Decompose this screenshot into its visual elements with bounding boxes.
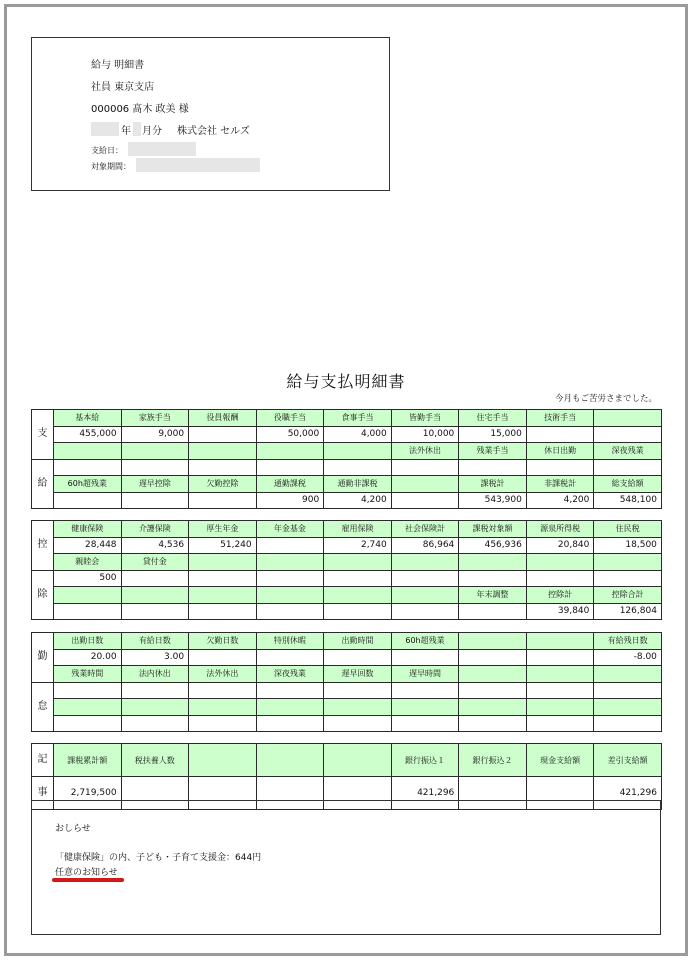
deduction-header-cell: 控除合計 [594,587,662,604]
payment-value-cell: 543,900 [459,492,527,509]
attendance-value-cell: -8.00 [594,649,662,666]
attendance-header-cell: 深夜残業 [256,666,324,683]
deduction-header-cell [54,587,122,604]
record-value-cell: 421,296 [391,777,459,810]
record-header-cell [256,744,324,777]
payment-header-cell: 皆勤手当 [391,410,459,427]
attendance-value-cell [324,682,392,699]
payment-value-cell: 15,000 [459,426,527,443]
deduction-value-cell: 39,840 [526,603,594,620]
payment-value-cell [526,426,594,443]
attendance-header-cell [189,699,257,716]
payment-header-cell [594,410,662,427]
deduction-value-cell [121,603,189,620]
record-header-cell: 銀行振込１ [391,744,459,777]
deduction-value-cell: 20,840 [526,537,594,554]
company-name: 株式会社 セルズ [177,126,250,137]
attendance-header-cell [459,666,527,683]
employee-name: 000006 髙木 政美 様 [91,104,189,115]
deduction-value-cell: 4,536 [121,537,189,554]
attendance-value-cell [54,715,122,732]
deduction-header-cell [459,554,527,571]
pay-date-label: 支給日： [91,146,123,155]
attendance-value-cell [459,682,527,699]
deduction-value-cell: 126,804 [594,603,662,620]
deduction-header-cell: 貸付金 [121,554,189,571]
attendance-value-cell [391,682,459,699]
attendance-header-cell: 出勤時間 [324,633,392,650]
payment-value-cell [459,459,527,476]
payment-value-cell: 10,000 [391,426,459,443]
payment-header-cell: 食事手当 [324,410,392,427]
payment-value-cell [189,492,257,509]
attendance-header-cell [256,699,324,716]
attendance-header-cell: 特別休暇 [256,633,324,650]
deduction-header-cell: 社会保険計 [391,521,459,538]
payment-side-label-bottom: 給 [32,459,54,509]
payment-row [32,476,662,493]
payment-row [32,426,662,443]
deduction-header-cell: 住民税 [594,521,662,538]
redacted-year [91,122,119,136]
notice-box [31,800,661,935]
deduction-header-cell: 雇用保険 [324,521,392,538]
attendance-value-cell: 20.00 [54,649,122,666]
attendance-header-cell [526,666,594,683]
attendance-value-cell [256,715,324,732]
attendance-header-cell [594,699,662,716]
record-header-cell: 銀行振込２ [459,744,527,777]
payment-header-cell: 住宅手当 [459,410,527,427]
payment-value-cell [189,459,257,476]
record-value-cell: 2,719,500 [54,777,122,810]
attendance-value-cell [189,715,257,732]
attendance-row [32,666,662,683]
deduction-header-cell [324,554,392,571]
deduction-value-cell [121,570,189,587]
payment-value-cell [54,459,122,476]
attendance-header-cell [526,633,594,650]
deduction-value-cell [189,603,257,620]
payment-header-cell: 休日出勤 [526,443,594,460]
deduction-header-cell: 年末調整 [459,587,527,604]
attendance-value-cell [594,682,662,699]
payment-header-cell: 法外休出 [391,443,459,460]
attendance-value-cell [594,715,662,732]
notice-link[interactable]: 任意のお知らせ [55,868,118,878]
header-box [31,37,390,191]
deduction-header-cell: 源泉所得税 [526,521,594,538]
deduction-table [31,520,662,620]
payment-header-cell: 60h超残業 [54,476,122,493]
attendance-value-cell [391,649,459,666]
deduction-header-cell: 健康保険 [54,521,122,538]
record-header-cell: 差引支給額 [594,744,662,777]
record-side-label-top: 記 [32,744,54,777]
attendance-header-cell: 出勤日数 [54,633,122,650]
deduction-value-cell: 500 [54,570,122,587]
payment-value-cell: 9,000 [121,426,189,443]
doc-name: 給与 明細書 [91,60,145,71]
redacted-month [133,122,141,136]
payment-value-cell [54,492,122,509]
attendance-header-cell [54,699,122,716]
redacted-pay-date [128,142,196,156]
attendance-header-cell [121,699,189,716]
payment-value-cell: 4,000 [324,426,392,443]
deduction-value-cell [391,570,459,587]
deduction-header-cell [391,587,459,604]
attendance-row [32,715,662,732]
payment-header-cell: 残業手当 [459,443,527,460]
deduction-row [32,570,662,587]
payment-value-cell: 50,000 [256,426,324,443]
payment-header-cell: 欠勤控除 [189,476,257,493]
document-title: 給与支払明細書 [286,372,406,391]
attendance-value-cell [189,682,257,699]
attendance-header-cell: 有給日数 [121,633,189,650]
deduction-value-cell [526,570,594,587]
deduction-value-cell [324,603,392,620]
payment-header-cell: 技術手当 [526,410,594,427]
deduction-row [32,537,662,554]
deduction-value-cell [391,603,459,620]
payment-header-cell: 通勤課税 [256,476,324,493]
attendance-value-cell [256,682,324,699]
attendance-value-cell [324,715,392,732]
deduction-value-cell [324,570,392,587]
payment-value-cell [324,459,392,476]
attendance-header-cell: 遅早時間 [391,666,459,683]
attendance-header-cell [459,633,527,650]
attendance-header-cell [324,699,392,716]
redacted-period [136,158,260,172]
record-value-cell: 421,296 [594,777,662,810]
attendance-value-cell [121,715,189,732]
payment-header-cell [121,443,189,460]
deduction-value-cell [256,603,324,620]
record-header-cell [189,744,257,777]
payment-header-cell [54,443,122,460]
attendance-side-label-bottom: 怠 [32,682,54,732]
payment-row [32,410,662,427]
payment-value-cell [391,492,459,509]
record-row [32,744,662,777]
payment-value-cell: 4,200 [526,492,594,509]
deduction-header-cell: 親睦会 [54,554,122,571]
attendance-value-cell [526,649,594,666]
attendance-header-cell [526,699,594,716]
attendance-header-cell [594,666,662,683]
deduction-header-cell [324,587,392,604]
payment-header-cell [391,476,459,493]
payment-value-cell [594,426,662,443]
deduction-value-cell: 456,936 [459,537,527,554]
record-header-cell: 税扶養人数 [121,744,189,777]
attendance-value-cell [526,715,594,732]
payment-value-cell [121,492,189,509]
attendance-value-cell [391,715,459,732]
deduction-value-cell: 2,740 [324,537,392,554]
notice-line: 「健康保険」の内、子ども・子育て支援金：644円 [55,853,262,863]
payment-row [32,492,662,509]
record-header-cell: 課税累計額 [54,744,122,777]
deduction-header-cell [256,554,324,571]
attendance-side-label-top: 勤 [32,633,54,683]
deduction-header-cell [256,587,324,604]
deduction-header-cell [594,554,662,571]
deduction-side-label-bottom: 除 [32,570,54,620]
attendance-header-cell: 遅早回数 [324,666,392,683]
payment-side-label-top: 支 [32,410,54,460]
attendance-header-cell [391,699,459,716]
record-header-cell [324,744,392,777]
payment-header-cell [189,443,257,460]
attendance-value-cell [54,682,122,699]
payment-value-cell [256,459,324,476]
attendance-header-cell: 法外休出 [189,666,257,683]
attendance-value-cell [459,649,527,666]
payment-header-cell: 非課税計 [526,476,594,493]
attendance-header-cell: 残業時間 [54,666,122,683]
record-header-cell: 現金支給額 [526,744,594,777]
payment-value-cell: 900 [256,492,324,509]
deduction-side-label-top: 控 [32,521,54,571]
deduction-value-cell [54,603,122,620]
deduction-value-cell: 28,448 [54,537,122,554]
deduction-header-cell: 介護保険 [121,521,189,538]
payment-header-cell: 総支給額 [594,476,662,493]
attendance-header-cell [459,699,527,716]
deduction-header-cell: 課税対象額 [459,521,527,538]
deduction-header-cell [189,554,257,571]
payment-value-cell: 548,100 [594,492,662,509]
deduction-value-cell [256,570,324,587]
deduction-header-cell [121,587,189,604]
deduction-value-cell [459,603,527,620]
notice-title: おしらせ [55,824,91,834]
attendance-header-cell: 有給残日数 [594,633,662,650]
payment-value-cell [391,459,459,476]
deduction-row [32,521,662,538]
payment-header-cell: 深夜残業 [594,443,662,460]
red-underline-mark [52,878,124,882]
attendance-value-cell [256,649,324,666]
payment-row [32,459,662,476]
payment-row [32,443,662,460]
deduction-value-cell: 51,240 [189,537,257,554]
payment-header-cell [324,443,392,460]
deduction-header-cell: 厚生年金 [189,521,257,538]
month-suffix: 月分 [142,126,162,137]
year-suffix: 年 [121,126,131,137]
deduction-value-cell: 86,964 [391,537,459,554]
deduction-value-cell [594,570,662,587]
payment-header-cell: 役職手当 [256,410,324,427]
record-side-label-bottom: 事 [32,777,54,810]
attendance-value-cell [324,649,392,666]
attendance-value-cell [459,715,527,732]
deduction-header-cell [391,554,459,571]
attendance-value-cell [121,682,189,699]
greeting-text: 今月もご苦労さまでした。 [554,394,657,404]
deduction-value-cell [459,570,527,587]
deduction-header-cell [526,554,594,571]
period-label: 対象期間： [91,162,131,171]
employee-branch: 社員 東京支店 [91,82,155,93]
payment-header-cell: 遅早控除 [121,476,189,493]
attendance-value-cell [189,649,257,666]
attendance-value-cell [526,682,594,699]
deduction-row [32,554,662,571]
deduction-row [32,603,662,620]
attendance-value-cell: 3.00 [121,649,189,666]
deduction-header-cell [189,587,257,604]
payment-value-cell [121,459,189,476]
payment-value-cell [594,459,662,476]
deduction-row [32,587,662,604]
payment-header-cell [256,443,324,460]
attendance-row [32,682,662,699]
payment-value-cell: 4,200 [324,492,392,509]
attendance-row [32,633,662,650]
payment-header-cell: 役員報酬 [189,410,257,427]
deduction-value-cell: 18,500 [594,537,662,554]
deduction-header-cell: 控除計 [526,587,594,604]
attendance-header-cell: 法内休出 [121,666,189,683]
payment-value-cell: 455,000 [54,426,122,443]
attendance-header-cell: 60h超残業 [391,633,459,650]
deduction-header-cell: 年金基金 [256,521,324,538]
attendance-table [31,632,662,732]
deduction-value-cell [256,537,324,554]
payment-value-cell [526,459,594,476]
payment-table [31,409,662,509]
payment-header-cell: 課税計 [459,476,527,493]
deduction-value-cell [189,570,257,587]
attendance-header-cell: 欠勤日数 [189,633,257,650]
attendance-row [32,649,662,666]
payment-value-cell [189,426,257,443]
attendance-row [32,699,662,716]
payment-header-cell: 通勤非課税 [324,476,392,493]
payment-header-cell: 基本給 [54,410,122,427]
payment-header-cell: 家族手当 [121,410,189,427]
